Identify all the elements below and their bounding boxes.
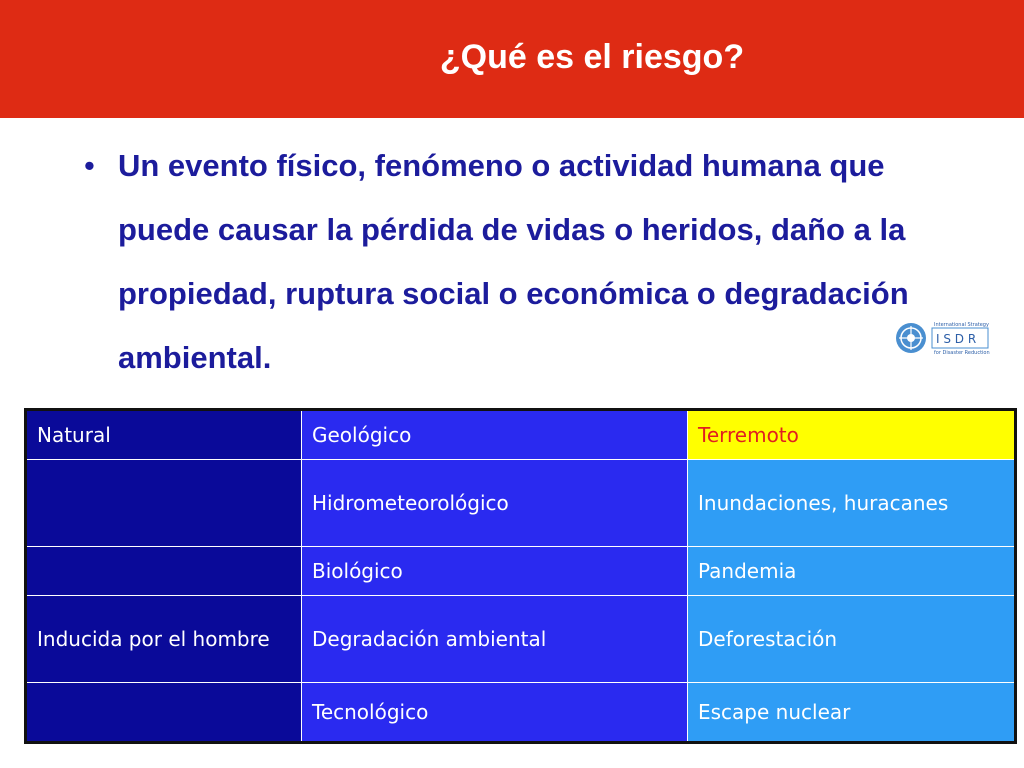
logo-acronym: I S D R	[936, 332, 977, 346]
example-cell: Deforestación	[688, 596, 1016, 683]
example-cell: Escape nuclear	[688, 683, 1016, 743]
example-cell: Inundaciones, huracanes	[688, 460, 1016, 547]
logo-org-text: International Strategy	[934, 322, 989, 328]
type-cell: Biológico	[302, 547, 688, 596]
type-cell: Degradación ambiental	[302, 596, 688, 683]
bullet-text: Un evento físico, fenómeno o actividad humana que puede causar la pérdida de vidas o heridos, daño a la propiedad, ruptura social o económica o degradación ambiental.	[118, 148, 909, 375]
risk-table	[24, 408, 1017, 744]
un-emblem-icon	[896, 323, 926, 353]
example-cell-highlight: Terremoto	[688, 410, 1016, 460]
type-cell: Tecnológico	[302, 683, 688, 743]
table-row	[26, 683, 1016, 743]
isdr-logo	[894, 321, 994, 355]
category-cell: Natural	[26, 410, 302, 460]
bullet-marker: •	[84, 148, 95, 183]
table-row	[26, 410, 1016, 460]
example-cell: Pandemia	[688, 547, 1016, 596]
category-cell: Inducida por el hombre	[26, 596, 302, 683]
type-cell: Hidrometeorológico	[302, 460, 688, 547]
slide-title: ¿Qué es el riesgo?	[439, 38, 745, 76]
table-row	[26, 547, 1016, 596]
category-cell	[26, 547, 302, 596]
table-row	[26, 596, 1016, 683]
category-cell	[26, 460, 302, 547]
logo-sub-text: for Disaster Reduction	[934, 350, 990, 355]
category-cell	[26, 683, 302, 743]
table-row	[26, 460, 1016, 547]
type-cell: Geológico	[302, 410, 688, 460]
